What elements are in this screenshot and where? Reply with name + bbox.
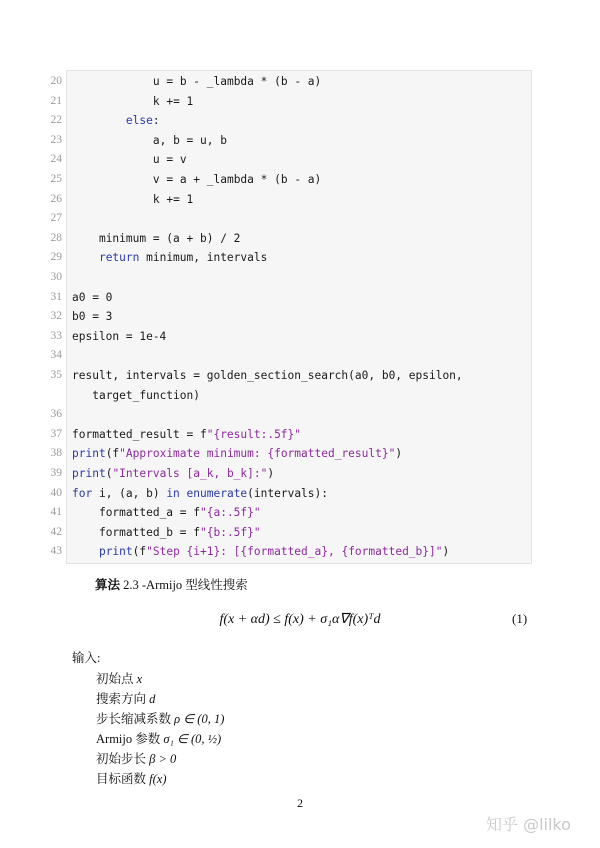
input-item-label: 目标函数 [96, 772, 150, 786]
code-line [0, 542, 600, 562]
code-token: ) [267, 467, 275, 480]
code-line [0, 268, 600, 288]
line-number: 41 [50, 506, 62, 519]
input-item [96, 689, 155, 707]
page-number: 2 [297, 796, 303, 810]
code-line [0, 503, 600, 523]
line-number: 33 [50, 329, 62, 342]
code-token: u = b - _lambda * (b - a) [152, 75, 322, 88]
code-text [99, 542, 449, 562]
code-keyword: for [72, 486, 93, 500]
line-number: 43 [50, 545, 62, 558]
line-number: 26 [50, 192, 62, 205]
code-text [99, 503, 261, 523]
code-line [0, 190, 600, 210]
code-text [126, 111, 160, 131]
code-keyword: print [72, 467, 106, 480]
code-text [92, 386, 200, 406]
line-number: 35 [50, 369, 62, 381]
code-line [0, 229, 600, 249]
line-number: 23 [50, 133, 62, 146]
code-keyword: enumerate [186, 486, 248, 500]
code-token: a0 = 0 [72, 290, 113, 304]
code-text [99, 229, 240, 249]
input-item-math: x [136, 672, 143, 686]
code-line [0, 72, 600, 92]
code-text [72, 327, 166, 347]
code-line [0, 386, 600, 406]
line-number: 20 [50, 75, 62, 87]
code-token: minimum = (a + b) / 2 [98, 231, 241, 245]
code-token: a, b = u, b [152, 133, 227, 147]
code-text [72, 307, 112, 327]
code-token: ) [395, 447, 403, 461]
input-item-label: 搜索方向 [96, 692, 150, 706]
code-line [0, 307, 600, 327]
code-keyword: print [98, 545, 133, 559]
code-line [0, 111, 600, 131]
line-number: 36 [50, 408, 62, 421]
code-token: : [152, 114, 160, 128]
input-item [96, 669, 142, 687]
code-text [153, 92, 193, 112]
code-keyword: print [72, 447, 106, 461]
code-string: "{a:.5f}" [200, 506, 261, 520]
code-text [153, 150, 187, 170]
line-number: 22 [50, 114, 62, 127]
code-text [153, 190, 193, 210]
input-heading: 输入: [72, 651, 101, 665]
input-item [96, 769, 167, 787]
input-item-math: β > 0 [149, 752, 177, 766]
code-token: formatted_b = f [98, 525, 200, 539]
input-item [96, 749, 176, 767]
code-line [0, 209, 600, 229]
line-number: 39 [50, 467, 62, 479]
line-number: 29 [50, 251, 62, 264]
code-keyword: return [98, 251, 140, 265]
line-number: 38 [50, 447, 62, 460]
code-token: ) [442, 545, 450, 559]
code-token: (intervals): [247, 486, 328, 500]
code-line [0, 288, 600, 308]
code-text [72, 484, 328, 504]
line-number: 30 [50, 271, 62, 283]
input-item-math: d [149, 692, 156, 706]
code-line [0, 405, 600, 425]
input-item-math: ρ ∈ (0, 1) [174, 712, 225, 726]
code-text [72, 444, 402, 464]
code-token: minimum, intervals [139, 251, 268, 265]
code-token: target_function) [92, 388, 200, 402]
line-number: 28 [50, 231, 62, 244]
line-number: 25 [50, 173, 62, 185]
code-text [72, 288, 112, 308]
code-line [0, 170, 600, 190]
line-number: 37 [50, 427, 62, 440]
code-token: b0 = 3 [72, 310, 113, 324]
code-line [0, 464, 600, 484]
input-item [96, 709, 224, 727]
code-token: (f [105, 447, 120, 461]
code-string: "Intervals [a_k, b_k]:" [112, 467, 268, 480]
code-text [72, 425, 301, 445]
line-number: 40 [50, 486, 62, 499]
code-line [0, 366, 600, 386]
code-token: formatted_result = f [72, 427, 207, 441]
line-number: 24 [50, 153, 62, 166]
code-keyword: in [166, 486, 180, 500]
code-line [0, 248, 600, 268]
code-token: (f [132, 545, 147, 559]
code-token: ( [105, 467, 113, 480]
input-item-label: 初始步长 [96, 752, 150, 766]
zhihu-watermark: 知乎 @lilko [486, 815, 571, 834]
code-text [99, 248, 267, 268]
algorithm-title [95, 575, 248, 593]
code-line [0, 523, 600, 543]
code-line [0, 327, 600, 347]
code-line [0, 92, 600, 112]
armijo-formula: f(x + αd) ≤ f(x) + σ₁α∇f(x)ᵀd [219, 612, 381, 627]
code-token: u = v [152, 153, 187, 167]
code-token: result, intervals = golden_section_search(a0, b0, epsilon, [72, 369, 463, 382]
code-token: i, (a, b) [92, 486, 167, 500]
algorithm-label: 算法 [95, 578, 121, 592]
code-line [0, 444, 600, 464]
code-text [153, 131, 227, 151]
code-line [0, 425, 600, 445]
code-line [0, 131, 600, 151]
code-string: "{result:.5f}" [206, 427, 302, 441]
line-number: 21 [50, 94, 62, 107]
line-number: 31 [50, 290, 62, 303]
input-item-math: f(x) [149, 772, 167, 786]
code-line [0, 484, 600, 504]
input-item-label: 初始点 [96, 672, 137, 686]
code-text [72, 366, 463, 386]
code-token: formatted_a = f [98, 506, 200, 520]
code-string: "Step {i+1}: [{formatted_a}, {formatted_b}]" [146, 545, 443, 559]
input-item [96, 729, 221, 747]
code-token: v = a + _lambda * (b - a) [152, 173, 322, 186]
code-text [72, 464, 274, 484]
code-text [99, 523, 261, 543]
input-item-label: Armijo 参数 [96, 732, 164, 746]
line-number: 42 [50, 525, 62, 538]
algorithm-name: -Armijo 型线性搜索 [141, 578, 248, 592]
code-line [0, 346, 600, 366]
algorithm-number: 2.3 [123, 578, 139, 592]
line-number: 27 [50, 212, 62, 225]
line-number: 32 [50, 310, 62, 323]
code-string: "{b:.5f}" [200, 525, 261, 539]
code-string: "Approximate minimum: {formatted_result}" [119, 447, 396, 461]
code-token: k += 1 [152, 192, 194, 206]
code-token: k += 1 [152, 94, 194, 108]
code-text [153, 170, 321, 190]
line-number: 34 [50, 349, 62, 362]
code-token [180, 487, 187, 500]
code-text [153, 72, 321, 92]
code-line [0, 150, 600, 170]
code-keyword: else [125, 114, 153, 128]
input-item-math: σ₁ ∈ (0, ½) [163, 732, 222, 746]
code-token: epsilon = 1e-4 [72, 329, 167, 343]
equation-number: (1) [512, 611, 528, 626]
input-item-label: 步长缩减系数 [96, 712, 175, 726]
